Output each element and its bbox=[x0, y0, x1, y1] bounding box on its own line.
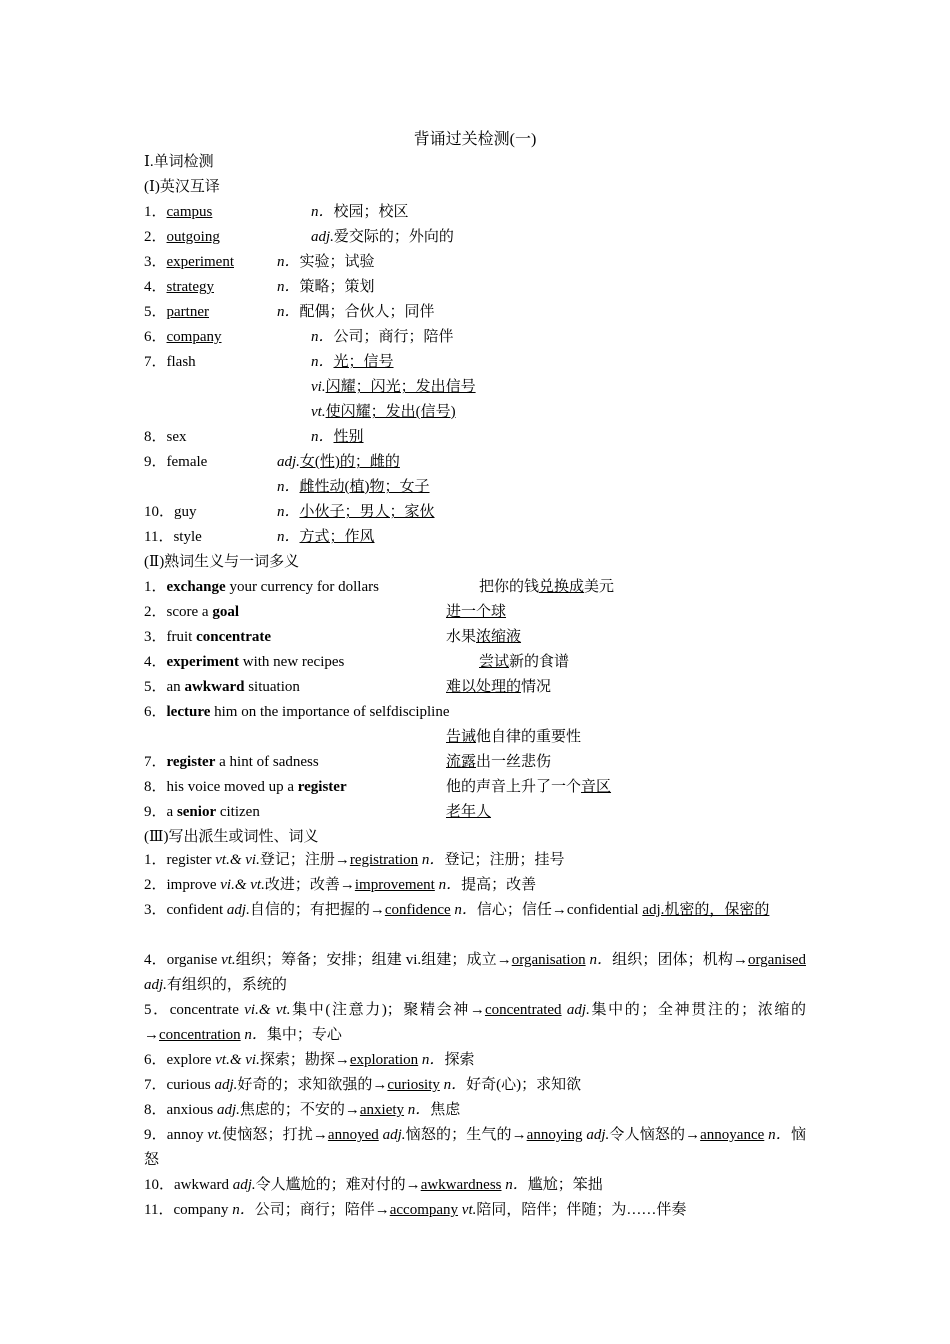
phrase-item: 4．experiment with new recipes bbox=[144, 654, 345, 670]
vocab-item: 6．company bbox=[144, 329, 222, 345]
vocab-item: 5．partner bbox=[144, 304, 209, 320]
vocab-meaning: n．实验；试验 bbox=[277, 254, 375, 270]
vocab-item: 8．sex bbox=[144, 429, 187, 445]
vocab-item: 1．campus bbox=[144, 204, 213, 220]
derivation-item: 4．organise vt.组织；筹备；安排；组建 vi.组建；成立→organisation n．组织；团体；机构→organised adj.有组织的，系统的 bbox=[144, 952, 806, 993]
vocab-item: 10．guy bbox=[144, 504, 197, 520]
phrase-translation: 难以处理的情况 bbox=[446, 679, 552, 695]
derivation-item: 11．company n．公司；商行；陪伴→accompany vt.陪同，陪伴；伴随；为……伴奏 bbox=[144, 1202, 687, 1218]
phrase-item: 3．fruit concentrate bbox=[144, 629, 272, 645]
vocab-meaning: n．性别 bbox=[311, 429, 364, 445]
vocab-meaning: adj.女(性)的；雌的 bbox=[277, 454, 400, 470]
phrase-translation: 尝试新的食谱 bbox=[479, 654, 570, 670]
vocab-meaning: n．光；信号 bbox=[311, 354, 394, 370]
vocab-meaning: n．公司；商行；陪伴 bbox=[311, 329, 454, 345]
vocab-item: 9．female bbox=[144, 454, 208, 470]
phrase-translation: 进一个球 bbox=[446, 604, 507, 620]
derivation-item: 6．explore vt.& vi.探索；勘探→exploration n．探索 bbox=[144, 1052, 475, 1068]
subsection-heading: (Ⅰ)英汉互译 bbox=[144, 179, 220, 195]
vocab-item: 2．outgoing bbox=[144, 229, 220, 245]
phrase-item: 9．a senior citizen bbox=[144, 804, 260, 820]
phrase-item: 6．lecture him on the importance of selfdiscipline bbox=[144, 704, 450, 720]
derivation-item: 5．concentrate vi.& vt.集中(注意力)；聚精会神→concentrated adj.集中的；全神贯注的；浓缩的→concentration n．集中；专心 bbox=[144, 1002, 806, 1043]
vocab-meaning: vi.闪耀；闪光；发出信号 bbox=[311, 379, 476, 395]
vocab-meaning: n．校园；校区 bbox=[311, 204, 409, 220]
phrase-translation: 流露出一丝悲伤 bbox=[446, 754, 552, 770]
vocab-item: 7．flash bbox=[144, 354, 196, 370]
phrase-translation: 告诫他自律的重要性 bbox=[446, 729, 582, 745]
derivation-item: 3．confident adj.自信的；有把握的→confidence n．信心；信任→confidential adj.机密的，保密的 bbox=[144, 902, 770, 918]
vocab-meaning: n．雌性动(植)物；女子 bbox=[277, 479, 430, 495]
vocab-item: 4．strategy bbox=[144, 279, 214, 295]
vocab-meaning: n．方式；作风 bbox=[277, 529, 375, 545]
phrase-translation: 把你的钱兑换成美元 bbox=[479, 579, 615, 595]
vocab-meaning: adj.爱交际的；外向的 bbox=[311, 229, 454, 245]
phrase-translation: 老年人 bbox=[446, 804, 492, 820]
subsection-heading: (Ⅲ)写出派生或词性、词义 bbox=[144, 829, 319, 845]
phrase-item: 8．his voice moved up a register bbox=[144, 779, 347, 795]
vocab-item: 11．style bbox=[144, 529, 202, 545]
section-heading: Ⅰ.单词检测 bbox=[144, 154, 214, 170]
vocab-meaning: n．策略；策划 bbox=[277, 279, 375, 295]
derivation-item: 2．improve vi.& vt.改进；改善→improvement n．提高；改善 bbox=[144, 877, 537, 893]
vocab-item: 3．experiment bbox=[144, 254, 234, 270]
page-title: 背诵过关检测(一) bbox=[413, 131, 537, 148]
derivation-item: 7．curious adj.好奇的；求知欲强的→curiosity n．好奇(心)；求知欲 bbox=[144, 1077, 582, 1093]
derivation-item: 10．awkward adj.令人尴尬的；难对付的→awkwardness n．尴尬；笨拙 bbox=[144, 1177, 603, 1193]
phrase-item: 5．an awkward situation bbox=[144, 679, 300, 695]
derivation-item: 1．register vt.& vi.登记；注册→registration n．登记；注册；挂号 bbox=[144, 852, 565, 868]
subsection-heading: (Ⅱ)熟词生义与一词多义 bbox=[144, 554, 300, 570]
phrase-translation: 他的声音上升了一个音区 bbox=[446, 779, 612, 795]
phrase-item: 2．score a goal bbox=[144, 604, 239, 620]
vocab-meaning: n．配偶；合伙人；同伴 bbox=[277, 304, 435, 320]
vocab-meaning: vt.使闪耀；发出(信号) bbox=[311, 404, 456, 420]
vocab-meaning: n．小伙子；男人；家伙 bbox=[277, 504, 435, 520]
derivation-item: 9．annoy vt.使恼怒；打扰→annoyed adj.恼怒的；生气的→annoying adj.令人恼怒的→annoyance n．恼怒 bbox=[144, 1127, 806, 1168]
phrase-item: 7．register a hint of sadness bbox=[144, 754, 319, 770]
derivation-item: 8．anxious adj.焦虑的；不安的→anxiety n．焦虑 bbox=[144, 1102, 461, 1118]
phrase-item: 1．exchange your currency for dollars bbox=[144, 579, 379, 595]
phrase-translation: 水果浓缩液 bbox=[446, 629, 522, 645]
